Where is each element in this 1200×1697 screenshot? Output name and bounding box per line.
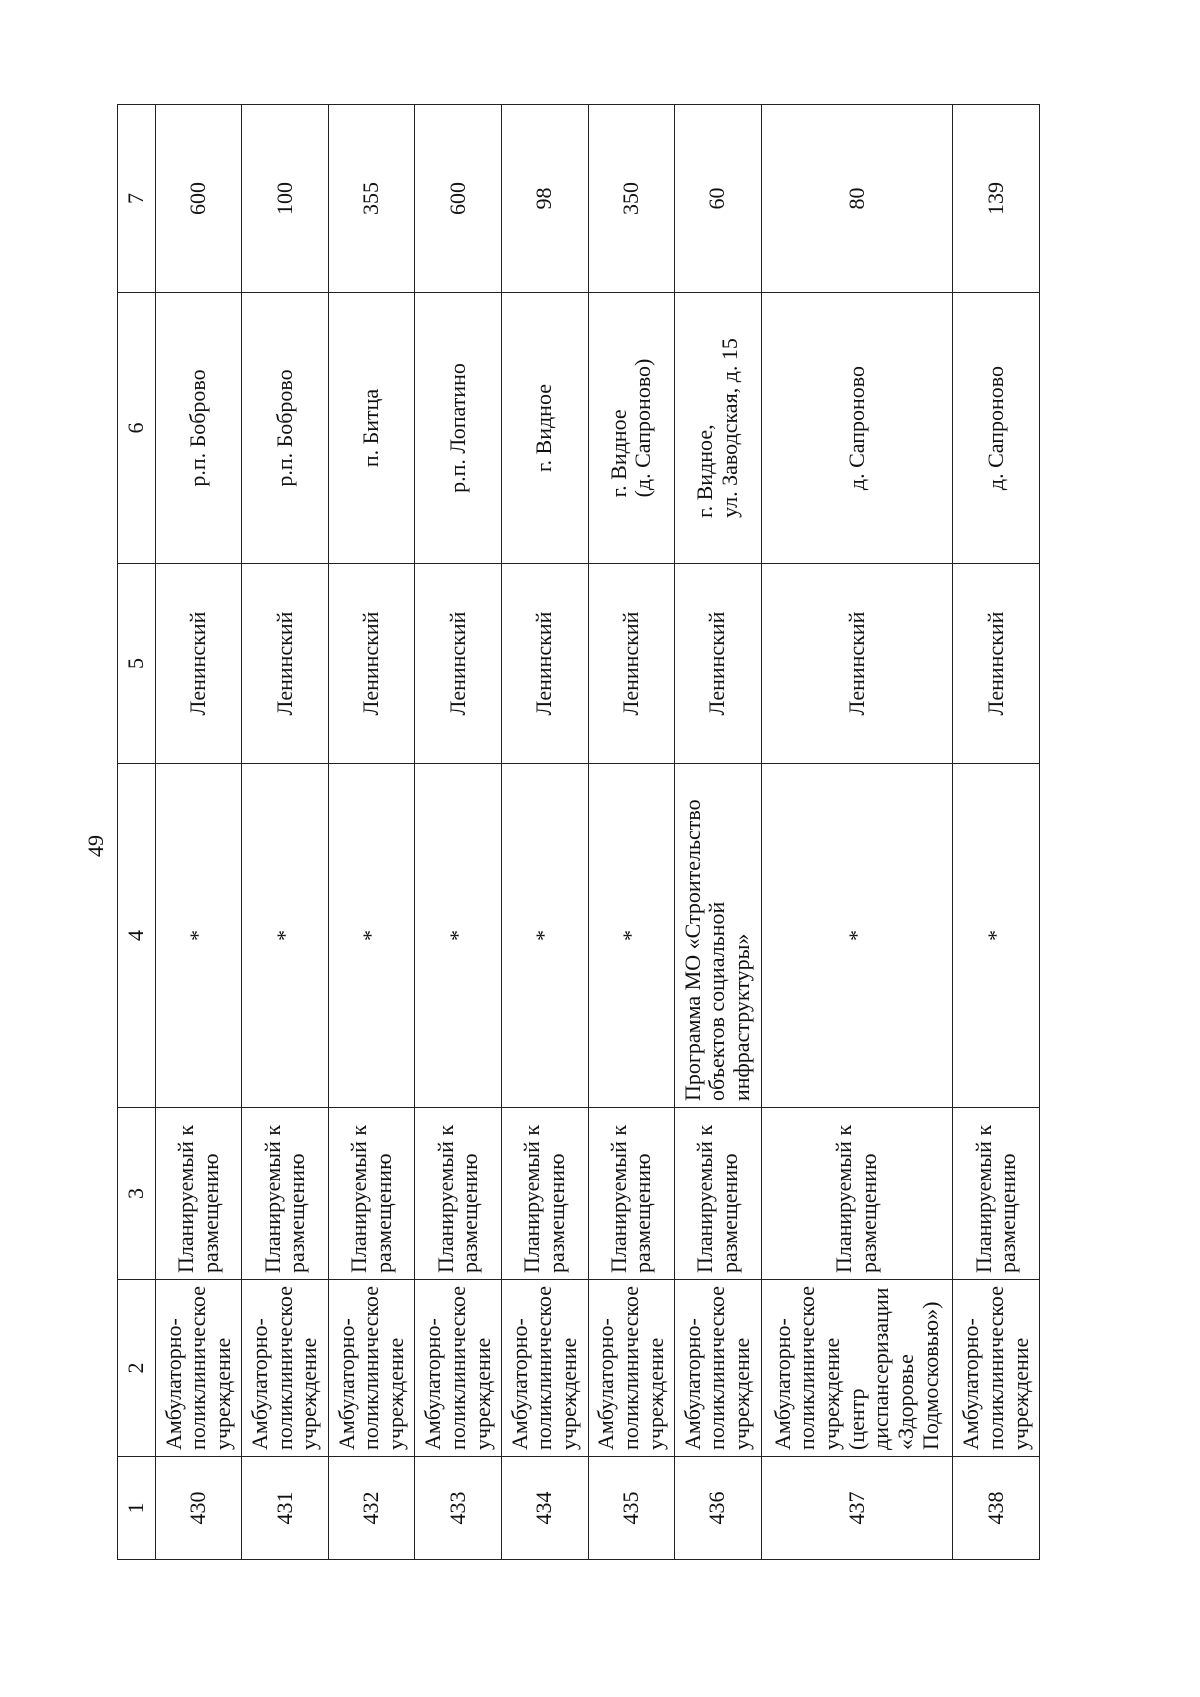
district-name: Ленинский bbox=[501, 564, 588, 764]
header-cell: 1 bbox=[118, 1457, 156, 1560]
location-line: д. Сапроново bbox=[843, 365, 869, 491]
district-name: Ленинский bbox=[675, 564, 762, 764]
facility-type: Амбулаторно-поликлиническое учреждение bbox=[328, 1280, 415, 1457]
location bbox=[953, 293, 1040, 564]
registry-table-wrapper bbox=[117, 105, 1040, 1560]
basis-document: * bbox=[501, 764, 588, 1108]
row-number: 435 bbox=[588, 1457, 675, 1560]
district-name: Ленинский bbox=[155, 564, 242, 764]
registry-table bbox=[117, 104, 1040, 1560]
table-row bbox=[588, 105, 675, 1560]
table-row bbox=[155, 105, 242, 1560]
district-name: Ленинский bbox=[242, 564, 329, 764]
row-number: 434 bbox=[501, 1457, 588, 1560]
location-lines bbox=[446, 363, 471, 493]
facility-status: Планируемый к размещению bbox=[155, 1108, 242, 1280]
district-name: Ленинский bbox=[588, 564, 675, 764]
facility-status: Планируемый к размещению bbox=[675, 1108, 762, 1280]
capacity-value: 350 bbox=[588, 105, 675, 293]
basis-document: * bbox=[415, 764, 502, 1108]
facility-status: Планируемый к размещению bbox=[242, 1108, 329, 1280]
facility-type: Амбулаторно-поликлиническое учреждение bbox=[415, 1280, 502, 1457]
basis-document: * bbox=[761, 764, 953, 1108]
basis-document: * bbox=[588, 764, 675, 1108]
location bbox=[588, 293, 675, 564]
facility-type: Амбулаторно-поликлиническое учреждение bbox=[953, 1280, 1040, 1457]
header-cell: 7 bbox=[118, 105, 156, 293]
page-number: 49 bbox=[83, 835, 108, 857]
row-number: 433 bbox=[415, 1457, 502, 1560]
location bbox=[242, 293, 329, 564]
basis-document: Программа МО «Строительство объектов социальной инфраструктуры» bbox=[675, 764, 762, 1108]
header-cell: 3 bbox=[118, 1108, 156, 1280]
location bbox=[415, 293, 502, 564]
facility-type: Амбулаторно-поликлиническое учреждение (центр диспансеризации «Здоровье Подмосковью») bbox=[761, 1280, 953, 1457]
capacity-value: 100 bbox=[242, 105, 329, 293]
capacity-value: 355 bbox=[328, 105, 415, 293]
location-line: р.п. Боброво bbox=[185, 369, 211, 487]
facility-status: Планируемый к размещению bbox=[415, 1108, 502, 1280]
header-cell: 6 bbox=[118, 293, 156, 564]
location-lines bbox=[273, 369, 298, 486]
basis-document: * bbox=[155, 764, 242, 1108]
capacity-value: 98 bbox=[501, 105, 588, 293]
location-lines bbox=[359, 389, 384, 467]
facility-status: Планируемый к размещению bbox=[588, 1108, 675, 1280]
capacity-value: 600 bbox=[155, 105, 242, 293]
district-name: Ленинский bbox=[953, 564, 1040, 764]
basis-document: * bbox=[242, 764, 329, 1108]
capacity-value: 600 bbox=[415, 105, 502, 293]
row-number: 437 bbox=[761, 1457, 953, 1560]
capacity-value: 80 bbox=[761, 105, 953, 293]
facility-status: Планируемый к размещению bbox=[328, 1108, 415, 1280]
facility-status: Планируемый к размещению bbox=[501, 1108, 588, 1280]
row-number: 430 bbox=[155, 1457, 242, 1560]
location-lines bbox=[984, 366, 1009, 490]
location-line: г. Видное bbox=[605, 409, 631, 498]
row-number: 431 bbox=[242, 1457, 329, 1560]
header-cell: 2 bbox=[118, 1280, 156, 1457]
location-line: д. Сапроново bbox=[982, 365, 1008, 491]
facility-type: Амбулаторно-поликлиническое учреждение bbox=[588, 1280, 675, 1457]
table-row bbox=[242, 105, 329, 1560]
location-lines bbox=[845, 366, 870, 490]
capacity-value: 60 bbox=[675, 105, 762, 293]
table-row bbox=[328, 105, 415, 1560]
location-line: п. Битца bbox=[358, 388, 384, 468]
row-number: 432 bbox=[328, 1457, 415, 1560]
location bbox=[328, 293, 415, 564]
location-line: р.п. Боброво bbox=[271, 369, 297, 487]
basis-document: * bbox=[953, 764, 1040, 1108]
facility-type: Амбулаторно-поликлиническое учреждение bbox=[501, 1280, 588, 1457]
district-name: Ленинский bbox=[328, 564, 415, 764]
location-line: г. Видное, bbox=[692, 424, 718, 518]
table-row bbox=[675, 105, 762, 1560]
header-cell: 4 bbox=[118, 764, 156, 1108]
location-lines bbox=[186, 369, 211, 486]
header-row bbox=[118, 105, 156, 1560]
header-cell: 5 bbox=[118, 564, 156, 764]
facility-type: Амбулаторно-поликлиническое учреждение bbox=[155, 1280, 242, 1457]
district-name: Ленинский bbox=[415, 564, 502, 764]
table-row bbox=[501, 105, 588, 1560]
facility-type: Амбулаторно-поликлиническое учреждение bbox=[675, 1280, 762, 1457]
district-name: Ленинский bbox=[761, 564, 953, 764]
table-row bbox=[761, 105, 953, 1560]
table-row bbox=[953, 105, 1040, 1560]
location-line: г. Видное bbox=[531, 384, 557, 472]
location-line: ул. Заводская, д. 15 bbox=[716, 338, 742, 518]
row-number: 436 bbox=[675, 1457, 762, 1560]
location-lines bbox=[532, 384, 557, 472]
table-row bbox=[415, 105, 502, 1560]
location bbox=[501, 293, 588, 564]
location-lines bbox=[607, 359, 656, 498]
location bbox=[155, 293, 242, 564]
location bbox=[761, 293, 953, 564]
location bbox=[675, 293, 762, 564]
row-number: 438 bbox=[953, 1457, 1040, 1560]
capacity-value: 139 bbox=[953, 105, 1040, 293]
location-lines bbox=[693, 338, 742, 518]
location-line: р.п. Лопатино bbox=[444, 363, 470, 493]
facility-status: Планируемый к размещению bbox=[761, 1108, 953, 1280]
facility-type: Амбулаторно-поликлиническое учреждение bbox=[242, 1280, 329, 1457]
location-line: (д. Сапроново) bbox=[630, 358, 656, 498]
facility-status: Планируемый к размещению bbox=[953, 1108, 1040, 1280]
basis-document: * bbox=[328, 764, 415, 1108]
